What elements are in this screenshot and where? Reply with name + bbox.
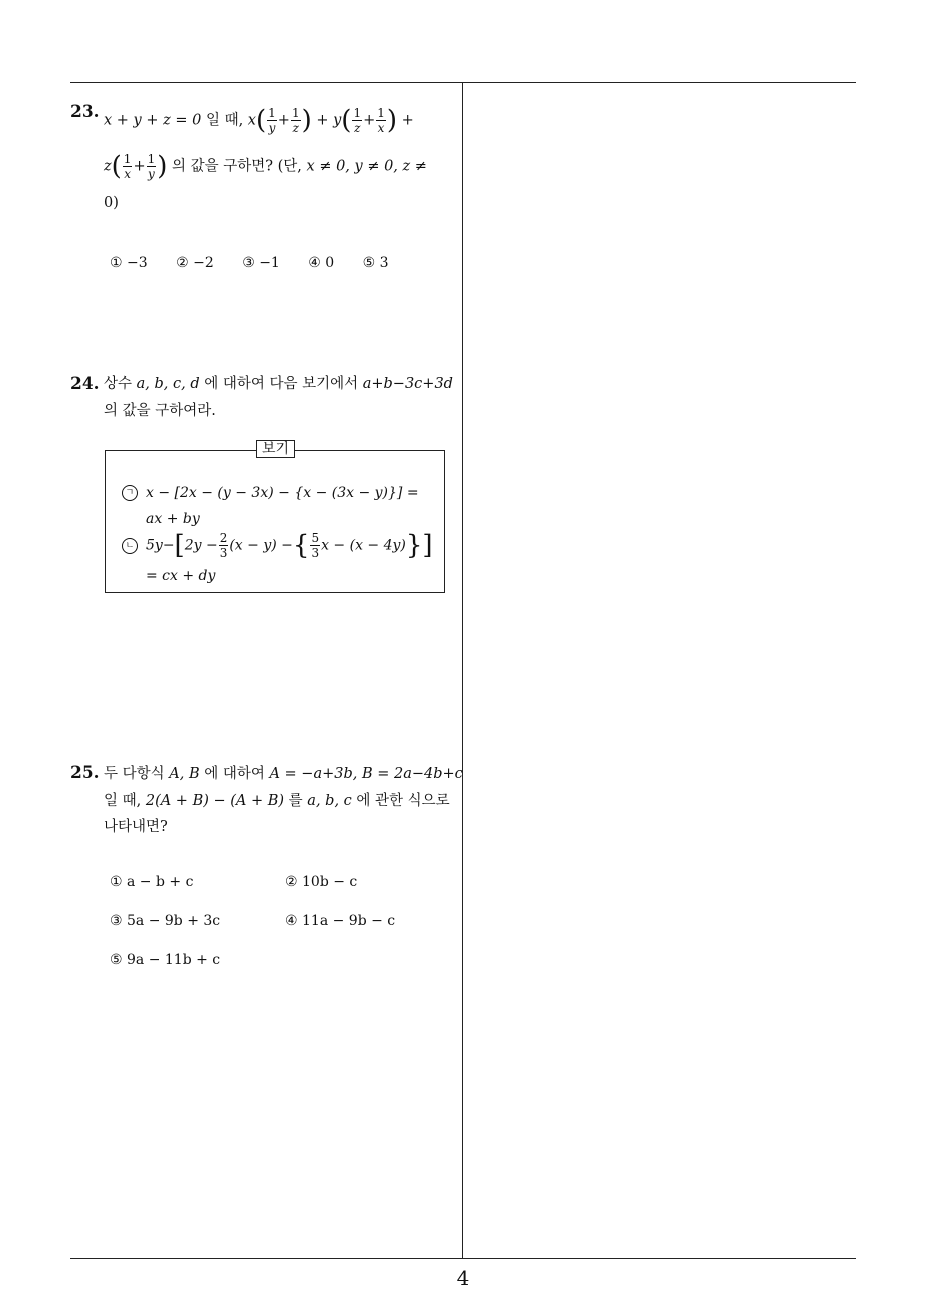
fraction: $\frac{1}{y}$ bbox=[268, 106, 276, 135]
problem-number: 24. bbox=[70, 374, 100, 394]
bogi-item-1: ㄱ x − [2x − (y − 3x) − {x − (3x − y)}] = bbox=[122, 485, 419, 501]
choice-5[interactable]: ⑤ 9a − 11b + c bbox=[110, 952, 221, 968]
problem-24 bbox=[70, 376, 458, 606]
page-number: 4 bbox=[456, 1266, 470, 1290]
choice-1[interactable]: ① a − b + c bbox=[110, 874, 194, 890]
problem-25 bbox=[70, 763, 463, 985]
bogi-box bbox=[105, 441, 445, 593]
circled-marker: ㄴ bbox=[122, 538, 138, 554]
fraction: $\frac{5}{3}$ bbox=[311, 531, 320, 560]
choice-4[interactable]: ④ 11a − 9b − c bbox=[285, 913, 396, 929]
fraction: $\frac{1}{z}$ bbox=[291, 106, 300, 135]
choice-5[interactable]: ⑤ 3 bbox=[362, 255, 389, 271]
choice-3[interactable]: ③ −1 bbox=[242, 255, 280, 271]
problem-text-line: z( $\frac{1}{x}$ + $\frac{1}{y}$ ) 의 값을 구하면? (단, x ≠ 0, y ≠ 0, z ≠ bbox=[104, 151, 427, 182]
fraction: $\frac{1}{y}$ bbox=[147, 152, 156, 181]
problem-text-line: 나타내면? bbox=[104, 819, 168, 835]
choice-2[interactable]: ② 10b − c bbox=[285, 874, 358, 890]
answer-choices bbox=[110, 256, 413, 270]
bogi-item-1-cont: ax + by bbox=[146, 511, 200, 527]
fraction: $\frac{1}{x}$ bbox=[377, 106, 385, 135]
column-divider bbox=[462, 82, 463, 1258]
problem-text-line: 상수 a, b, c, d 에 대하여 다음 보기에서 a+b−3c+3d bbox=[104, 376, 453, 392]
choice-2[interactable]: ② −2 bbox=[176, 255, 214, 271]
problem-text-line: 의 값을 구하여라. bbox=[104, 403, 216, 419]
bogi-item-2: ㄴ 5y−[2y − $\frac{2}{3}$ (x − y) −{ $\frac{5}{3}$ x − (x − 4y)}] bbox=[122, 531, 433, 560]
problem-text-line: 0) bbox=[104, 195, 119, 211]
problem-number: 25. bbox=[70, 763, 100, 783]
top-rule bbox=[70, 82, 856, 83]
fraction: $\frac{1}{z}$ bbox=[353, 106, 362, 135]
choice-3[interactable]: ③ 5a − 9b + 3c bbox=[110, 913, 221, 929]
choice-1[interactable]: ① −3 bbox=[110, 255, 148, 271]
fraction: $\frac{2}{3}$ bbox=[219, 531, 228, 560]
bottom-rule bbox=[70, 1258, 856, 1259]
problem-number: 23. bbox=[70, 102, 100, 122]
problem-23 bbox=[70, 104, 458, 284]
bogi-label: 보기 bbox=[256, 440, 295, 458]
problem-text-line: x + y + z = 0 일 때, x( $\frac{1}{y}$ + $\frac{1}{z}$ ) + y( $\frac{1}{z}$ + $\frac{1}{x}$ ) + bbox=[104, 105, 414, 136]
choice-4[interactable]: ④ 0 bbox=[308, 255, 335, 271]
fraction: $\frac{1}{x}$ bbox=[123, 152, 132, 181]
circled-marker: ㄱ bbox=[122, 485, 138, 501]
problem-text-line: 일 때, 2(A + B) − (A + B) 를 a, b, c 에 관한 식으로 bbox=[104, 793, 450, 809]
bogi-item-2-cont: = cx + dy bbox=[146, 568, 216, 584]
problem-text-line: 두 다항식 A, B 에 대하여 A = −a+3b, B = 2a−4b+c bbox=[104, 766, 463, 782]
